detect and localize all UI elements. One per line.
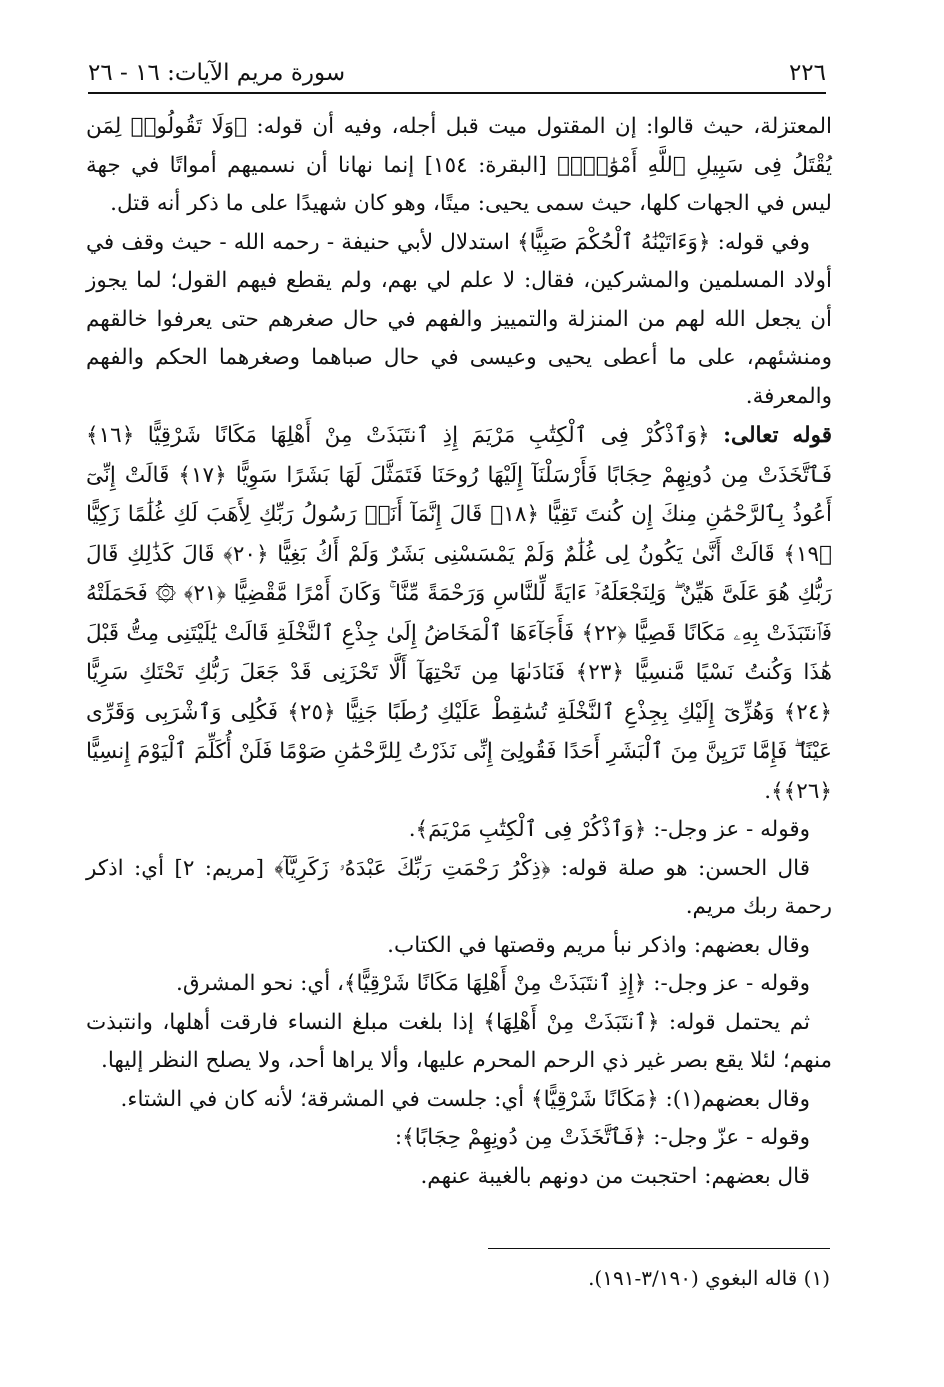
running-title: سورة مريم الآيات: ١٦ - ٢٦ [88, 60, 346, 86]
footnote-rule [488, 1248, 830, 1249]
commentary-line: وقوله - عز وجل-: ﴿وَٱذْكُرْ فِى ٱلْكِتَٰبِ مَرْيَمَ﴾. [408, 817, 810, 842]
commentary-line: وقوله - عز وجل-: ﴿إِذِ ٱنتَبَذَتْ مِنْ أَهْلِهَا مَكَانًا شَرْقِيًّا﴾، أي: نحو المشرق. [175, 971, 810, 996]
footnote: (١) قاله البغوي (٣/١٩٠-١٩١). [588, 1266, 830, 1290]
commentary-line: قال الحسن: هو صلة قوله: ﴿ذِكْرُ رَحْمَتِ رَبِّكَ عَبْدَهُۥ زَكَرِيَّآ﴾ [مريم: ٢] أي: اذكر رحمة ربك مريم. [86, 855, 832, 919]
commentary-line: قال بعضهم: احتجبت من دونهم بالغيبة عنهم. [420, 1163, 810, 1189]
verse-block [86, 416, 832, 811]
commentary-line: وقال بعضهم(١): ﴿مَكَانًا شَرْقِيًّا﴾ أي: جلست في المشرقة؛ لأنه كان في الشتاء. [120, 1086, 810, 1112]
commentary-line: وقال بعضهم: واذكر نبأ مريم وقصتها في الكتاب. [387, 932, 810, 958]
commentary-line: وقوله - عزّ وجل-: ﴿فَٱتَّخَذَتْ مِن دُونِهِمْ حِجَابًا﴾: [394, 1125, 810, 1150]
paragraph: المعتزلة، حيث قالوا: إن المقتول ميت قبل أجله، وفيه أن قوله: ﴿وَلَا تَقُولُوا۟ لِمَن يُقْتَلُ فِى سَبِيلِ ٱللَّهِ أَمْوَٰتٌۢ﴾ [البقرة: ١٥٤] إنما نهانا أن نسميهم أمواتًا في جهة ليس في الجهات كلها، حيث سمى يحيى: ميتًا، وهو كان شهيدًا على ما ذكر أنه قتل. [86, 114, 832, 216]
header-rule [88, 92, 826, 94]
commentary-line: ثم يحتمل قوله: ﴿ٱنتَبَذَتْ مِنْ أَهْلِهَا﴾ إذا بلغت مبلغ النساء فارقت أهلها، وانتبذت منهم؛ لئلا يقع بصر غير ذي الرحم المحرم عليها، وألا يراها أحد، ولا يصلح النظر إليها. [86, 1009, 832, 1073]
verse-text: ﴿وَٱذْكُرْ فِى ٱلْكِتَٰبِ مَرْيَمَ إِذِ ٱنتَبَذَتْ مِنْ أَهْلِهَا مَكَانًا شَرْقِيًّا ﴿١٦﴾ فَٱتَّخَذَتْ مِن دُونِهِمْ حِجَابًا فَأَرْسَلْنَآ إِلَيْهَا رُوحَنَا فَتَمَثَّلَ لَهَا بَشَرًا سَوِيًّا ﴿١٧﴾ قَالَتْ إِنِّىٓ أَعُوذُ بِٱلرَّحْمَٰنِ مِنكَ إِن كُنتَ تَقِيًّا ﴿١٨﴾ قَالَ إِنَّمَآ أَنَا۠ رَسُولُ رَبِّكِ لِأَهَبَ لَكِ غُلَٰمًا زَكِيًّا ﴿١٩﴾ قَالَتْ أَنَّىٰ يَكُونُ لِى غُلَٰمٌ وَلَمْ يَمْسَسْنِى بَشَرٌ وَلَمْ أَكُ بَغِيًّا ﴿٢٠﴾ قَالَ كَذَٰلِكِ قَالَ رَبُّكِ هُوَ عَلَىَّ هَيِّنٌ ۖ وَلِنَجْعَلَهُۥٓ ءَايَةً لِّلنَّاسِ وَرَحْمَةً مِّنَّا ۚ وَكَانَ أَمْرًا مَّقْضِيًّا ﴿٢١﴾ ۞ فَحَمَلَتْهُ فَٱنتَبَذَتْ بِهِۦ مَكَانًا قَصِيًّا ﴿٢٢﴾ فَأَجَآءَهَا ٱلْمَخَاضُ إِلَىٰ جِذْعِ ٱلنَّخْلَةِ قَالَتْ يَٰلَيْتَنِى مِتُّ قَبْلَ هَٰذَا وَكُنتُ نَسْيًا مَّنسِيًّا ﴿٢٣﴾ فَنَادَىٰهَا مِن تَحْتِهَآ أَلَّا تَحْزَنِى قَدْ جَعَلَ رَبُّكِ تَحْتَكِ سَرِيًّا ﴿٢٤﴾ وَهُزِّىٓ إِلَيْكِ بِجِذْعِ ٱلنَّخْلَةِ تُسَٰقِطْ عَلَيْكِ رُطَبًا جَنِيًّا ﴿٢٥﴾ فَكُلِى وَٱشْرَبِى وَقَرِّى عَيْنًا ۖ فَإِمَّا تَرَيِنَّ مِنَ ٱلْبَشَرِ أَحَدًا فَقُولِىٓ إِنِّى نَذَرْتُ لِلرَّحْمَٰنِ صَوْمًا فَلَنْ أُكَلِّمَ ٱلْيَوْمَ إِنسِيًّا ﴿٢٦﴾﴾. [86, 423, 833, 804]
page-number: ٢٢٦ [788, 60, 826, 86]
paragraph: وفي قوله: ﴿وَءَاتَيْنَٰهُ ٱلْحُكْمَ صَبِيًّا﴾ استدلال لأبي حنيفة - رحمه الله - حيث وقف في أولاد المسلمين والمشركين، فقال: لا علم لي بهم، ولم يقطع فيهم القول؛ لما يجوز أن يجعل الله لهم من المنزلة والتمييز والفهم في حال صغرهم حتى يعرفوا خالقهم ومنشئهم، على ما أعطى يحيى وعيسى في حال صباهما وصغرهما الحكم والفهم والمعرفة. [86, 229, 832, 409]
verse-lead: قوله تعالى: [723, 423, 832, 448]
page-body [86, 108, 832, 1196]
page-header [88, 46, 826, 86]
